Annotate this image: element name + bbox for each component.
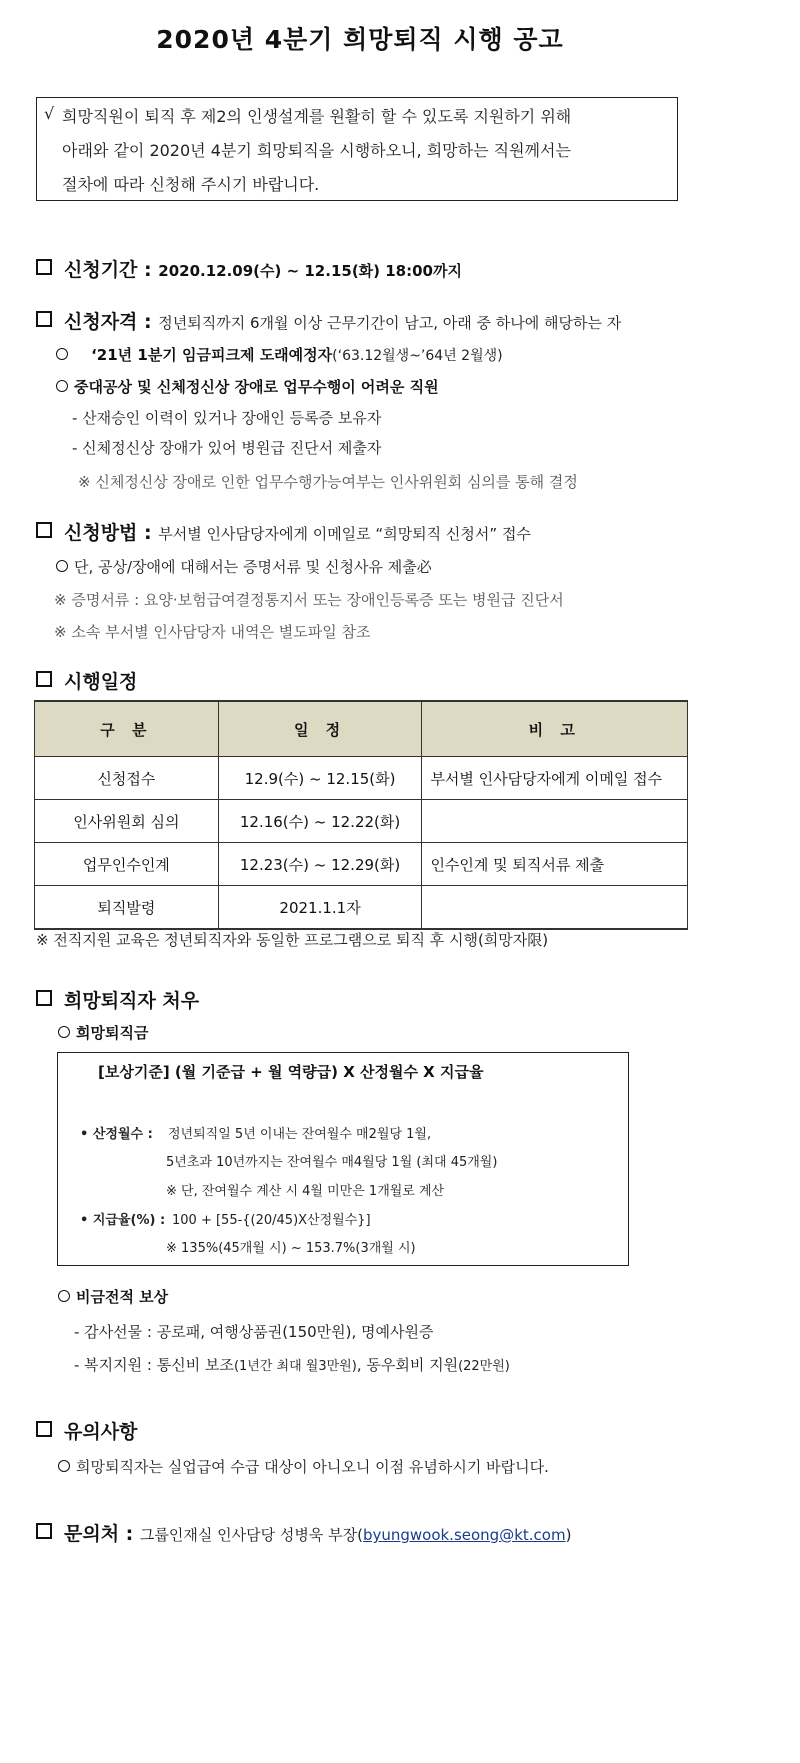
eligibility-heading [36, 307, 621, 334]
date-cell: 12.23(수) ~ 12.29(화) [218, 843, 422, 886]
table-header-row [35, 701, 688, 757]
months-note: ※ 단, 잔여월수 계산 시 4월 미만은 1개월로 계산 [166, 1184, 445, 1199]
note-cell: 부서별 인사담당자에게 이메일 접수 [422, 757, 688, 800]
caution-label: 유의사항 [64, 1421, 138, 1443]
noncash-item-2-b: (1년간 최대 월3만원) [233, 1359, 357, 1374]
caution-item [58, 1456, 549, 1477]
eligibility-item-1-rest: (‘63.12월생~’64년 2월생) [332, 348, 503, 364]
caution-item-text: 희망퇴직자는 실업급여 수급 대상이 아니오니 이점 유념하시기 바랍니다. [76, 1458, 549, 1476]
noncash-heading [58, 1286, 168, 1307]
note-cell [422, 886, 688, 930]
circle-bullet-icon [58, 1460, 70, 1472]
checkbox-square-icon [36, 1523, 52, 1539]
category-cell: 신청접수 [35, 757, 219, 800]
category-cell: 인사위원회 심의 [35, 800, 219, 843]
circle-bullet-icon [56, 560, 68, 572]
page-title: 2020년 4분기 희망퇴직 시행 공고 [156, 25, 564, 54]
checkbox-square-icon [36, 311, 52, 327]
notice-check-mark: √ [44, 104, 55, 123]
circle-bullet-icon [56, 348, 68, 360]
notice-line-1: 희망직원이 퇴직 후 제2의 인생설계를 원활히 할 수 있도록 지원하기 위해 [62, 107, 572, 126]
contact-text: 그룹인재실 인사담당 성병욱 부장( [139, 1526, 363, 1544]
circle-bullet-icon [58, 1290, 70, 1302]
circle-bullet-icon [56, 380, 68, 392]
schedule-footnote: ※ 전직지원 교육은 정년퇴직자와 동일한 프로그램으로 퇴직 후 시행(희망자限) [36, 931, 549, 949]
method-desc: 부서별 인사담당자에게 이메일로 “희망퇴직 신청서” 접수 [158, 525, 531, 543]
rate-label: • 지급율(%) : [80, 1213, 166, 1228]
benefits-pay-label: 희망퇴직금 [76, 1024, 149, 1042]
note-cell [422, 800, 688, 843]
notice-line-3: 절차에 따라 신청해 주시기 바랍니다. [62, 175, 320, 194]
contact-label: 문의처 : [64, 1523, 134, 1545]
method-note-1: ※ 증명서류 : 요양·보험급여결정통지서 또는 장애인등록증 또는 병원급 진단서 [54, 591, 564, 609]
column-header-note: 비 고 [422, 701, 688, 757]
method-heading [36, 518, 531, 545]
checkbox-square-icon [36, 522, 52, 538]
eligibility-desc: 정년퇴직까지 6개월 이상 근무기간이 남고, 아래 중 하나에 해당하는 자 [158, 314, 622, 332]
benefits-label: 희망퇴직자 처우 [64, 990, 200, 1012]
eligibility-label: 신청자격 : [64, 311, 152, 333]
checkbox-square-icon [36, 671, 52, 687]
noncash-item-2-d: (22만원) [458, 1359, 510, 1374]
table-row [35, 843, 688, 886]
contact-email-link[interactable]: byungwook.seong@kt.com [362, 1526, 566, 1544]
method-note-2: ※ 소속 부서별 인사담당자 내역은 별도파일 참조 [54, 623, 371, 641]
months-text-2: 5년초과 10년까지는 잔여월수 매4월당 1월 (최대 45개월) [166, 1155, 498, 1170]
period-label: 신청기간 : [64, 259, 152, 281]
caution-heading [36, 1417, 137, 1444]
date-cell: 12.9(수) ~ 12.15(화) [218, 757, 422, 800]
note-cell: 인수인계 및 퇴직서류 제출 [422, 843, 688, 886]
eligibility-item-1 [56, 344, 503, 365]
schedule-label: 시행일정 [64, 671, 138, 693]
noncash-item-2-c: , 동우회비 지원 [356, 1356, 459, 1374]
category-cell: 업무인수인계 [35, 843, 219, 886]
period-value: 2020.12.09(수) ~ 12.15(화) 18:00까지 [158, 262, 462, 280]
column-header-date: 일 정 [218, 701, 422, 757]
schedule-table [34, 700, 688, 930]
noncash-item-1: - 감사선물 : 공로패, 여행상품권(150만원), 명예사원증 [74, 1323, 434, 1341]
method-item-text: 단, 공상/장애에 대해서는 증명서류 및 신청사유 제출必 [74, 558, 432, 576]
date-cell: 2021.1.1자 [218, 886, 422, 930]
date-cell: 12.16(수) ~ 12.22(화) [218, 800, 422, 843]
method-item [56, 556, 432, 577]
eligibility-item-2 [56, 376, 439, 397]
noncash-label: 비금전적 보상 [76, 1288, 169, 1306]
benefits-heading [36, 986, 199, 1013]
months-text-1: 정년퇴직일 5년 이내는 잔여월수 매2월당 1월, [168, 1127, 432, 1142]
notice-line-2: 아래와 같이 2020년 4분기 희망퇴직을 시행하오니, 희망하는 직원께서는 [62, 141, 571, 160]
eligibility-note: ※ 신체정신상 장애로 인한 업무수행가능여부는 인사위원회 심의를 통해 결정 [78, 473, 578, 491]
column-header-category: 구 분 [35, 701, 219, 757]
rate-text: 100 + [55-{(20/45)X산정월수}] [172, 1213, 371, 1228]
table-row [35, 800, 688, 843]
contact-heading [36, 1519, 571, 1546]
eligibility-sub-2: - 신체정신상 장애가 있어 병원급 진단서 제출자 [72, 439, 382, 457]
table-row [35, 757, 688, 800]
table-row [35, 886, 688, 930]
noncash-item-2-a: - 복지지원 : 통신비 보조 [74, 1356, 234, 1374]
formula-text: [보상기준] (월 기준급 + 월 역량급) X 산정월수 X 지급율 [98, 1063, 484, 1081]
schedule-heading [36, 667, 137, 694]
checkbox-square-icon [36, 1421, 52, 1437]
benefits-pay-heading [58, 1022, 148, 1043]
eligibility-item-2-text: 중대공상 및 신체정신상 장애로 업무수행이 어려운 직원 [74, 378, 439, 396]
eligibility-item-1-bold: ‘21년 1분기 임금피크제 도래예정자 [91, 346, 333, 364]
checkbox-square-icon [36, 990, 52, 1006]
method-label: 신청방법 : [64, 522, 152, 544]
eligibility-sub-1: - 산재승인 이력이 있거나 장애인 등록증 보유자 [72, 409, 382, 427]
category-cell: 퇴직발령 [35, 886, 219, 930]
contact-close: ) [565, 1526, 572, 1544]
months-label: • 산정월수 : [80, 1127, 153, 1142]
noncash-item-2 [74, 1354, 510, 1375]
checkbox-square-icon [36, 259, 52, 275]
rate-note: ※ 135%(45개월 시) ~ 153.7%(3개월 시) [166, 1241, 416, 1256]
period-heading [36, 255, 462, 282]
circle-bullet-icon [58, 1026, 70, 1038]
